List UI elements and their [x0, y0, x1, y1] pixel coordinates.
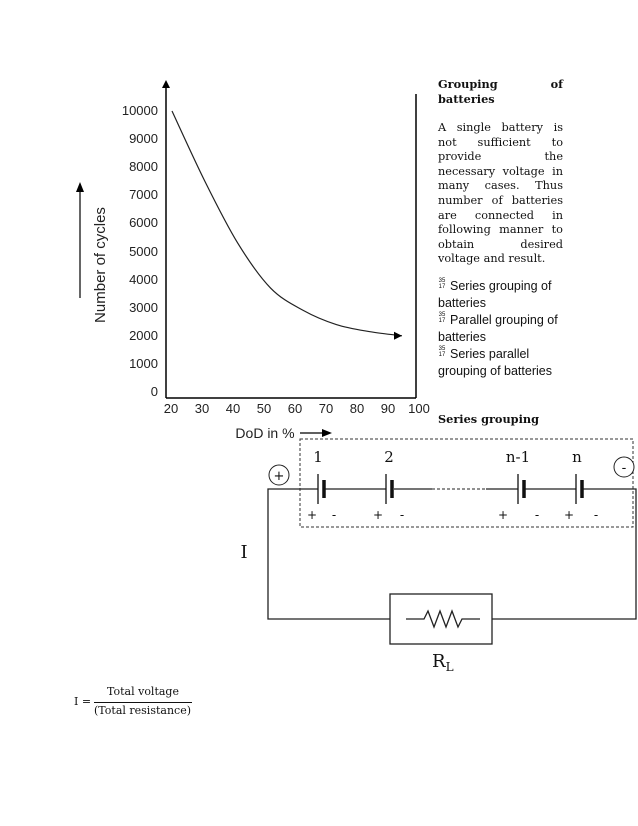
cell-label: n — [572, 448, 582, 466]
y-tick-label: 0 — [150, 384, 158, 399]
battery-cell — [318, 474, 324, 504]
cell-label: n-1 — [505, 448, 531, 466]
x-tick-label: 60 — [287, 401, 303, 416]
cell-plus: + — [563, 508, 575, 522]
cell-minus: - — [534, 508, 540, 522]
cell-minus: - — [399, 508, 405, 522]
cell-label: 1 — [313, 448, 323, 466]
y-tick-label: 6000 — [129, 215, 158, 231]
intro-paragraph: A single battery is not sufficient to provide the necessary voltage in many cases. Thus number of batteries are connected in following manner to obtain desired voltage and result. — [438, 121, 563, 266]
fraction-bar — [94, 702, 192, 703]
x-tick-label: 90 — [380, 401, 396, 416]
bullet-item: 35 17 Parallel grouping of batteries — [438, 312, 558, 344]
cell-plus: + — [372, 508, 384, 522]
x-tick-label: 80 — [349, 401, 365, 416]
bullet-marker: 35 17 — [438, 346, 446, 358]
y-tick-label: 4000 — [129, 271, 158, 287]
formula-numerator: Total voltage — [107, 685, 179, 698]
x-tick-label: 40 — [225, 401, 241, 416]
cell-plus: + — [497, 508, 509, 522]
y-tick-label: 3000 — [129, 299, 158, 315]
x-axis-label: DoD in % — [235, 425, 295, 441]
x-tick-label: 50 — [256, 401, 272, 416]
section-series-grouping: Series grouping — [438, 412, 539, 426]
y-label-arrow-head — [76, 182, 84, 192]
y-tick-label: 10000 — [121, 103, 158, 118]
heading-grouping-batteries: Grouping of batteries — [438, 77, 563, 106]
y-tick-label: 2000 — [129, 327, 158, 343]
formula-denominator: (Total resistance) — [94, 704, 191, 717]
negative-terminal-sign: - — [621, 461, 627, 476]
cell-minus: - — [331, 508, 337, 522]
bullet-marker: 35 17 — [438, 312, 446, 324]
cell-plus: + — [306, 508, 318, 522]
battery-cell — [518, 474, 524, 504]
y-axis-arrow — [162, 80, 170, 88]
current-formula — [74, 684, 214, 724]
x-tick-label: 20 — [163, 401, 179, 416]
x-tick-label: 100 — [408, 401, 430, 416]
series-end-arrow — [394, 332, 402, 340]
x-tick-label: 30 — [194, 401, 210, 416]
bullet-item: 35 17 Series grouping of batteries — [438, 278, 552, 310]
load-label: $R_L$ — [432, 651, 454, 674]
y-tick-label: 7000 — [129, 187, 158, 203]
battery-cell — [386, 474, 392, 504]
battery-cycle-chart — [60, 70, 440, 460]
cell-minus: - — [593, 508, 599, 522]
battery-cell — [576, 474, 582, 504]
series-line — [172, 111, 402, 336]
y-tick-label: 9000 — [129, 131, 158, 147]
x-tick-label: 70 — [318, 401, 334, 416]
bullet-list — [438, 278, 566, 380]
current-label: I — [240, 542, 248, 563]
positive-terminal-sign: + — [273, 469, 285, 484]
cell-label: 2 — [384, 448, 394, 466]
y-tick-label: 1000 — [129, 355, 158, 371]
series-circuit-diagram — [0, 430, 638, 680]
bullet-item: 35 17 Series parallel grouping of batteries — [438, 346, 552, 378]
y-tick-label: 8000 — [129, 159, 158, 175]
y-axis-label: Number of cycles — [92, 207, 109, 323]
y-tick-label: 5000 — [129, 243, 158, 259]
bullet-marker: 35 17 — [438, 278, 446, 290]
formula-lhs: I = — [74, 695, 92, 708]
